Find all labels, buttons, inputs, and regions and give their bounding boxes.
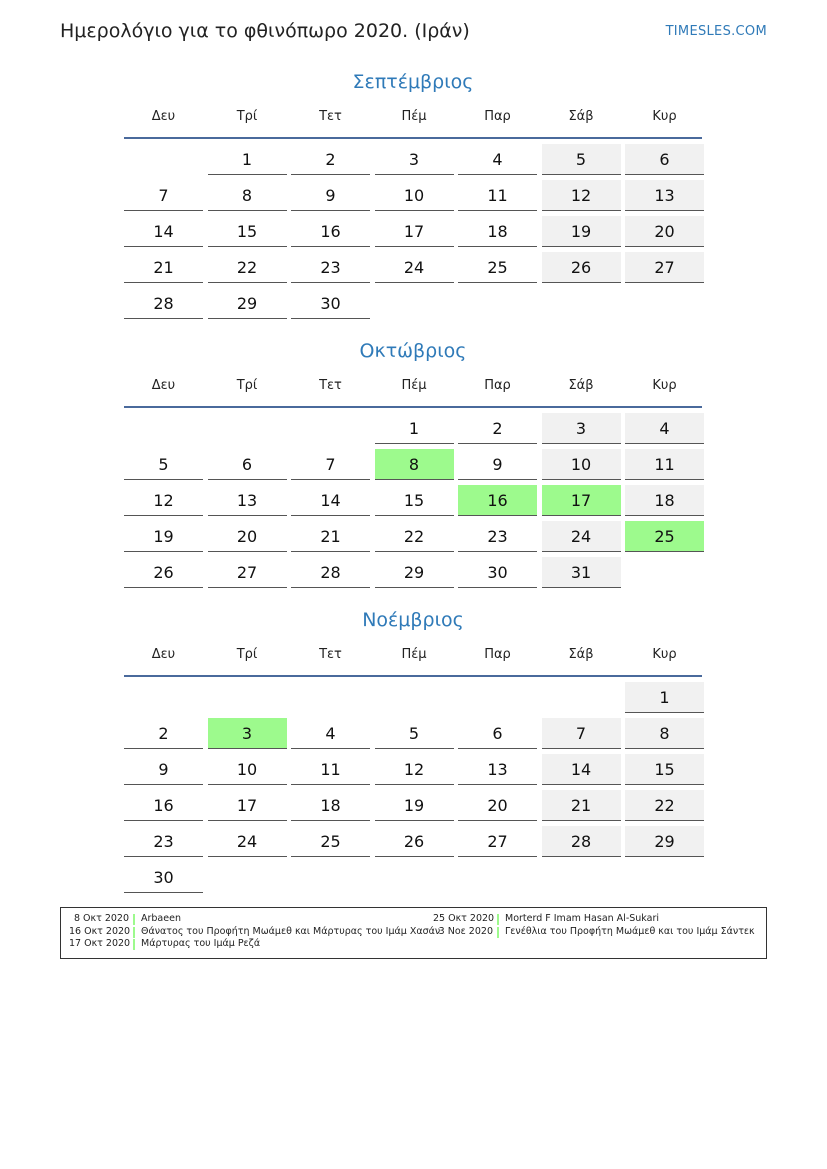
legend-entry xyxy=(69,913,440,926)
day-cell: 28 xyxy=(542,826,621,857)
weekday-header xyxy=(124,640,702,677)
weekday-label: Δευ xyxy=(151,646,176,662)
day-cell: 8 xyxy=(625,718,704,749)
empty-cell xyxy=(208,682,287,712)
day-cell: 7 xyxy=(542,718,621,749)
day-cell: 12 xyxy=(375,754,454,785)
day-cell: 18 xyxy=(291,790,370,821)
holiday-color-marker xyxy=(497,927,499,938)
day-cell: 19 xyxy=(124,521,203,552)
empty-cell xyxy=(375,682,454,712)
legend-holiday-name: Morterd F Imam Hasan Al-Sukari xyxy=(505,913,660,924)
day-cell: 14 xyxy=(124,216,203,247)
day-cell: 28 xyxy=(124,288,203,319)
day-cell: 27 xyxy=(458,826,537,857)
legend-date: 3 Noε 2020 xyxy=(438,925,493,937)
weekday-label: Τετ xyxy=(319,108,342,124)
day-cell: 28 xyxy=(291,557,370,588)
empty-cell xyxy=(124,413,203,443)
day-cell: 29 xyxy=(208,288,287,319)
weekday-label: Πέμ xyxy=(401,646,427,662)
legend-date: 17 Οκτ 2020 xyxy=(69,938,131,949)
holiday-color-marker xyxy=(133,914,135,925)
day-cell: 26 xyxy=(542,252,621,283)
weekday-label: Σάβ xyxy=(568,108,594,124)
day-cell: 24 xyxy=(375,252,454,283)
day-cell: 22 xyxy=(625,790,704,821)
day-cell: 9 xyxy=(458,449,537,480)
weekday-label: Παρ xyxy=(484,108,511,124)
day-cell: 11 xyxy=(625,449,704,480)
legend-holiday-name: Θάνατος του Προφήτη Μωάμεθ και Μάρτυρας του Ιμάμ Χασάν xyxy=(141,925,441,937)
legend-holiday-name: Arbaeen xyxy=(141,913,181,924)
day-cell: 9 xyxy=(124,754,203,785)
holiday-color-marker xyxy=(133,939,135,950)
day-cell: 4 xyxy=(625,413,704,444)
day-cell: 20 xyxy=(458,790,537,821)
weekday-label: Δευ xyxy=(151,377,176,393)
day-cell: 4 xyxy=(458,144,537,175)
day-cell: 7 xyxy=(124,180,203,211)
month-block xyxy=(124,606,702,893)
day-cell: 1 xyxy=(208,144,287,175)
day-cell: 2 xyxy=(291,144,370,175)
day-cell: 12 xyxy=(542,180,621,211)
day-cell: 30 xyxy=(291,288,370,319)
day-cell: 23 xyxy=(458,521,537,552)
empty-cell xyxy=(458,682,537,712)
weekday-label: Σάβ xyxy=(568,377,594,393)
day-cell: 24 xyxy=(208,826,287,857)
day-cell: 5 xyxy=(375,718,454,749)
day-cell: 16 xyxy=(291,216,370,247)
weekday-label: Σάβ xyxy=(568,646,594,662)
weekday-label: Πέμ xyxy=(401,108,427,124)
site-link[interactable]: TIMESLES.COM xyxy=(665,24,767,39)
day-cell: 23 xyxy=(291,252,370,283)
weekday-label: Τετ xyxy=(319,646,342,662)
day-cell: 6 xyxy=(208,449,287,480)
day-cell: 3 xyxy=(375,144,454,175)
day-cell: 18 xyxy=(458,216,537,247)
day-cell: 19 xyxy=(375,790,454,821)
holiday-color-marker xyxy=(133,927,135,938)
legend-date: 16 Οκτ 2020 xyxy=(69,925,131,937)
day-cell: 6 xyxy=(625,144,704,175)
day-cell: 22 xyxy=(375,521,454,552)
empty-cell xyxy=(542,682,621,712)
empty-cell xyxy=(208,413,287,443)
weekday-label: Κυρ xyxy=(652,646,677,662)
day-cell: 4 xyxy=(291,718,370,749)
weekday-label: Τρί xyxy=(236,646,258,662)
day-cell: 14 xyxy=(542,754,621,785)
day-cell: 10 xyxy=(542,449,621,480)
day-cell: 20 xyxy=(625,216,704,247)
day-cell: 19 xyxy=(542,216,621,247)
day-cell: 6 xyxy=(458,718,537,749)
day-cell: 27 xyxy=(208,557,287,588)
day-cell: 30 xyxy=(458,557,537,588)
day-cell: 21 xyxy=(124,252,203,283)
day-cell: 2 xyxy=(124,718,203,749)
day-cell: 25 xyxy=(458,252,537,283)
day-cell: 1 xyxy=(375,413,454,444)
page-title: Ημερολόγιο για το φθινόπωρο 2020. (Ιράν) xyxy=(60,20,470,42)
day-cell: 12 xyxy=(124,485,203,516)
legend-entry xyxy=(69,938,440,951)
day-cell: 31 xyxy=(542,557,621,588)
weekday-label: Δευ xyxy=(151,108,176,124)
day-cell: 18 xyxy=(625,485,704,516)
month-block xyxy=(124,68,702,319)
holiday-color-marker xyxy=(497,914,499,925)
day-cell: 14 xyxy=(291,485,370,516)
empty-cell xyxy=(291,682,370,712)
legend-date: 8 Οκτ 2020 xyxy=(73,913,129,924)
empty-cell xyxy=(124,144,203,174)
day-grid xyxy=(124,413,702,588)
day-cell: 1 xyxy=(625,682,704,713)
weekday-header xyxy=(124,102,702,139)
empty-cell xyxy=(291,413,370,443)
weekday-label: Τετ xyxy=(319,377,342,393)
day-cell: 27 xyxy=(625,252,704,283)
day-cell: 3 xyxy=(542,413,621,444)
day-cell: 10 xyxy=(208,754,287,785)
day-cell: 5 xyxy=(124,449,203,480)
legend-holiday-name: Γενέθλια του Προφήτη Μωάμεθ και του Ιμάμ Σάντεκ xyxy=(505,925,755,937)
day-cell: 9 xyxy=(291,180,370,211)
weekday-label: Κυρ xyxy=(652,108,677,124)
legend-column-right xyxy=(433,913,755,938)
legend-column-left xyxy=(69,913,440,951)
weekday-label: Τρί xyxy=(236,108,258,124)
day-cell: 29 xyxy=(625,826,704,857)
legend-date: 25 Οκτ 2020 xyxy=(433,913,495,924)
weekday-label: Τρί xyxy=(236,377,258,393)
day-grid xyxy=(124,682,702,893)
holiday-day-cell: 16 xyxy=(458,485,537,516)
day-cell: 23 xyxy=(124,826,203,857)
day-cell: 21 xyxy=(542,790,621,821)
holiday-day-cell: 8 xyxy=(375,449,454,480)
month-name: Σεπτέμβριος xyxy=(352,71,474,93)
day-cell: 11 xyxy=(291,754,370,785)
day-cell: 25 xyxy=(291,826,370,857)
day-cell: 30 xyxy=(124,862,203,893)
month-name: Οκτώβριος xyxy=(359,340,467,362)
day-cell: 15 xyxy=(208,216,287,247)
day-cell: 13 xyxy=(625,180,704,211)
day-grid xyxy=(124,144,702,319)
day-cell: 29 xyxy=(375,557,454,588)
legend-entry xyxy=(433,913,755,926)
day-cell: 10 xyxy=(375,180,454,211)
holiday-day-cell: 25 xyxy=(625,521,704,552)
empty-cell xyxy=(124,682,203,712)
day-cell: 5 xyxy=(542,144,621,175)
weekday-label: Κυρ xyxy=(652,377,677,393)
month-block xyxy=(124,337,702,588)
day-cell: 13 xyxy=(458,754,537,785)
holiday-legend xyxy=(60,907,767,959)
day-cell: 21 xyxy=(291,521,370,552)
holiday-day-cell: 3 xyxy=(208,718,287,749)
day-cell: 11 xyxy=(458,180,537,211)
weekday-label: Παρ xyxy=(484,377,511,393)
day-cell: 26 xyxy=(124,557,203,588)
day-cell: 24 xyxy=(542,521,621,552)
day-cell: 8 xyxy=(208,180,287,211)
legend-entry xyxy=(433,926,755,939)
legend-entry xyxy=(69,926,440,939)
day-cell: 17 xyxy=(375,216,454,247)
weekday-label: Πέμ xyxy=(401,377,427,393)
day-cell: 17 xyxy=(208,790,287,821)
weekday-label: Παρ xyxy=(484,646,511,662)
holiday-day-cell: 17 xyxy=(542,485,621,516)
weekday-header xyxy=(124,371,702,408)
day-cell: 2 xyxy=(458,413,537,444)
day-cell: 22 xyxy=(208,252,287,283)
day-cell: 7 xyxy=(291,449,370,480)
day-cell: 20 xyxy=(208,521,287,552)
legend-holiday-name: Μάρτυρας του Ιμάμ Ρεζά xyxy=(141,938,261,949)
day-cell: 13 xyxy=(208,485,287,516)
day-cell: 26 xyxy=(375,826,454,857)
day-cell: 15 xyxy=(625,754,704,785)
day-cell: 16 xyxy=(124,790,203,821)
month-name: Νοέμβριος xyxy=(362,609,464,631)
day-cell: 15 xyxy=(375,485,454,516)
